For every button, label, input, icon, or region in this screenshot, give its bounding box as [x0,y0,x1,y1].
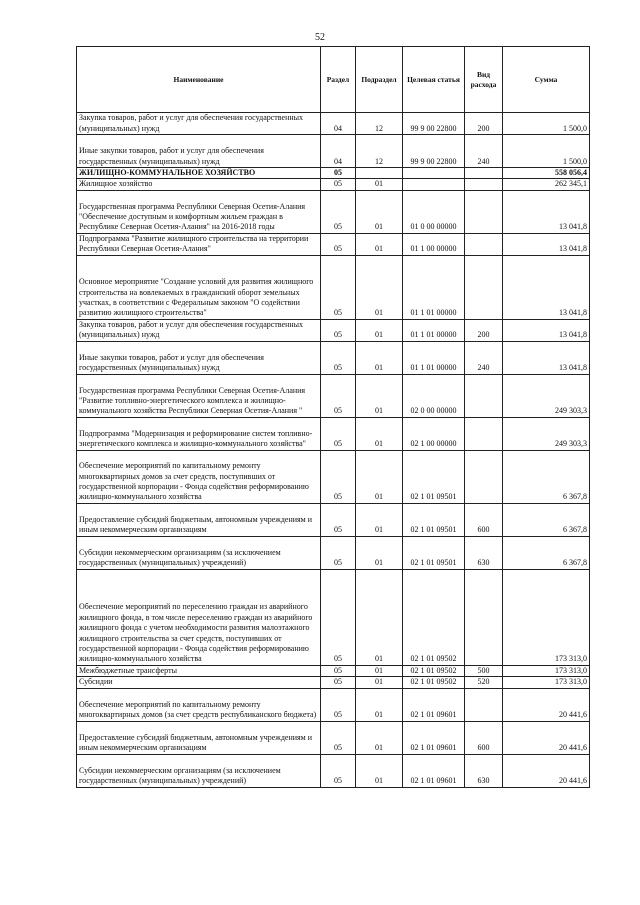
row-subsection: 01 [356,374,403,417]
row-expense-type [465,688,503,721]
row-section: 05 [321,179,356,190]
row-target: 02 1 01 09501 [403,503,465,536]
row-subsection: 01 [356,417,403,450]
header-amount: Сумма [503,47,590,113]
row-subsection: 01 [356,179,403,190]
row-subsection: 01 [356,536,403,569]
row-amount: 6 367,8 [503,450,590,503]
row-amount: 558 056,4 [503,168,590,179]
row-name: Основное мероприятие "Создание условий для развития жилищного строительства на вовлекаемых в гражданский оборот земельных участках, в соответствии с Федеральным законом "О содействии развитию жилищного строительства" [77,255,321,319]
table-row [77,233,590,255]
row-target: 01 0 00 00000 [403,190,465,233]
row-subsection: 01 [356,341,403,374]
row-target: 02 1 01 09601 [403,721,465,754]
row-expense-type [465,417,503,450]
row-expense-type [465,233,503,255]
row-subsection: 01 [356,233,403,255]
table-row [77,168,590,179]
row-section: 05 [321,665,356,676]
table-row [77,135,590,168]
row-section: 05 [321,319,356,341]
header-expense-type: Вид расхода [465,47,503,113]
row-name: Обеспечение мероприятий по капитальному ремонту многоквартирных домов за счет средств, поступивших от государственной корпорации - Фонда содействия реформированию жилищно-коммунального хозяйства [77,450,321,503]
row-amount: 6 367,8 [503,536,590,569]
row-amount: 13 041,8 [503,255,590,319]
row-expense-type [465,190,503,233]
table-row [77,179,590,190]
row-target: 02 1 01 09501 [403,450,465,503]
row-section: 05 [321,754,356,787]
header-subsection: Подраздел [356,47,403,113]
row-name: Подпрограмма "Развитие жилищного строительства на территории Республики Северная Осетия-Алания" [77,233,321,255]
row-expense-type: 630 [465,754,503,787]
row-target: 02 1 01 09502 [403,569,465,665]
row-amount: 13 041,8 [503,233,590,255]
row-subsection [356,168,403,179]
row-amount: 262 345,1 [503,179,590,190]
row-subsection: 12 [356,113,403,135]
row-name: Субсидии некоммерческим организациям (за исключением государственных (муниципальных) учреждений) [77,754,321,787]
row-section: 05 [321,569,356,665]
row-expense-type: 240 [465,341,503,374]
row-name: Иные закупки товаров, работ и услуг для обеспечения государственных (муниципальных) нужд [77,135,321,168]
row-section: 05 [321,677,356,688]
row-name: Иные закупки товаров, работ и услуг для обеспечения государственных (муниципальных) нужд [77,341,321,374]
budget-table [76,46,590,788]
header-target: Целевая статья [403,47,465,113]
row-subsection: 01 [356,665,403,676]
row-name: Государственная программа Республики Северная Осетия-Алания "Развитие топливно-энергетического комплекса и жилищно-коммунального хозяйства Республики Северная Осетия-Алания " [77,374,321,417]
row-expense-type: 600 [465,721,503,754]
row-subsection: 01 [356,688,403,721]
row-section: 05 [321,168,356,179]
table-row [77,341,590,374]
row-expense-type [465,179,503,190]
row-amount: 20 441,6 [503,754,590,787]
row-expense-type [465,374,503,417]
row-subsection: 01 [356,503,403,536]
row-subsection: 01 [356,190,403,233]
row-name: Обеспечение мероприятий по капитальному ремонту многоквартирных домов (за счет средств республиканского бюджета) [77,688,321,721]
row-amount: 249 303,3 [503,417,590,450]
row-target: 01 1 00 00000 [403,233,465,255]
table-row [77,113,590,135]
row-amount: 13 041,8 [503,190,590,233]
row-name: ЖИЛИЩНО-КОММУНАЛЬНОЕ ХОЗЯЙСТВО [77,168,321,179]
row-section: 05 [321,536,356,569]
row-subsection: 01 [356,721,403,754]
row-section: 05 [321,503,356,536]
row-expense-type: 500 [465,665,503,676]
row-name: Жилищное хозяйство [77,179,321,190]
table-row [77,190,590,233]
table-row [77,569,590,665]
header-name: Наименование [77,47,321,113]
table-row [77,319,590,341]
table-row [77,374,590,417]
row-name: Подпрограмма "Модернизация и реформирование систем топливно-энергетического комплекса и жилищно-коммунального хозяйства" [77,417,321,450]
row-amount: 13 041,8 [503,341,590,374]
table-row [77,255,590,319]
row-amount: 249 303,3 [503,374,590,417]
table-row [77,536,590,569]
row-expense-type [465,450,503,503]
row-target: 02 1 01 09601 [403,688,465,721]
row-target: 99 9 00 22800 [403,113,465,135]
table-header-row [77,47,590,113]
row-subsection: 01 [356,677,403,688]
row-section: 05 [321,255,356,319]
row-section: 04 [321,113,356,135]
table-row [77,450,590,503]
row-subsection: 01 [356,569,403,665]
row-expense-type: 630 [465,536,503,569]
row-section: 04 [321,135,356,168]
row-section: 05 [321,721,356,754]
row-amount: 1 500,0 [503,135,590,168]
row-section: 05 [321,374,356,417]
row-subsection: 01 [356,450,403,503]
header-section: Раздел [321,47,356,113]
row-section: 05 [321,341,356,374]
row-name: Предоставление субсидий бюджетным, автономным учреждениям и иным некоммерческим организациям [77,503,321,536]
row-amount: 1 500,0 [503,113,590,135]
row-target [403,168,465,179]
table-row [77,721,590,754]
table-row [77,417,590,450]
row-expense-type: 200 [465,113,503,135]
row-amount: 6 367,8 [503,503,590,536]
table-row [77,503,590,536]
row-section: 05 [321,190,356,233]
row-expense-type: 600 [465,503,503,536]
row-target: 01 1 01 00000 [403,319,465,341]
row-section: 05 [321,450,356,503]
row-section: 05 [321,688,356,721]
row-subsection: 01 [356,754,403,787]
row-target: 02 1 01 09502 [403,665,465,676]
row-expense-type: 520 [465,677,503,688]
row-section: 05 [321,233,356,255]
row-target: 02 1 01 09601 [403,754,465,787]
row-name: Предоставление субсидий бюджетным, автономным учреждениям и иным некоммерческим организациям [77,721,321,754]
table-body [77,113,590,788]
row-target [403,179,465,190]
row-subsection: 12 [356,135,403,168]
row-subsection: 01 [356,255,403,319]
row-expense-type [465,569,503,665]
row-name: Государственная программа Республики Северная Осетия-Алания "Обеспечение доступным и комфортным жильем граждан в Республике Северная Осетия-Алания" на 2016-2018 годы [77,190,321,233]
row-amount: 173 313,0 [503,677,590,688]
row-target: 01 1 01 00000 [403,341,465,374]
table-row [77,688,590,721]
row-name: Межбюджетные трансферты [77,665,321,676]
row-amount: 20 441,6 [503,688,590,721]
row-amount: 173 313,0 [503,665,590,676]
row-section: 05 [321,417,356,450]
row-target: 99 9 00 22800 [403,135,465,168]
row-expense-type [465,255,503,319]
row-expense-type: 200 [465,319,503,341]
row-target: 02 1 01 09502 [403,677,465,688]
row-amount: 13 041,8 [503,319,590,341]
row-target: 02 0 00 00000 [403,374,465,417]
table-row [77,754,590,787]
row-amount: 173 313,0 [503,569,590,665]
row-name: Закупка товаров, работ и услуг для обеспечения государственных (муниципальных) нужд [77,113,321,135]
row-expense-type [465,168,503,179]
row-target: 02 1 01 09501 [403,536,465,569]
row-amount: 20 441,6 [503,721,590,754]
row-name: Субсидии [77,677,321,688]
row-name: Закупка товаров, работ и услуг для обеспечения государственных (муниципальных) нужд [77,319,321,341]
row-expense-type: 240 [465,135,503,168]
row-target: 01 1 01 00000 [403,255,465,319]
row-target: 02 1 00 00000 [403,417,465,450]
table-row [77,665,590,676]
row-subsection: 01 [356,319,403,341]
page-number: 52 [315,32,325,43]
row-name: Обеспечение мероприятий по переселению граждан из аварийного жилищного фонда, в том числе переселению граждан из аварийного жилищного фонда с учетом необходимости развития малоэтажного жилищного строительства за счет средств, поступивших от государственной корпорации - Фонда содействия реформированию жилищно-коммунального хозяйства [77,569,321,665]
table-row [77,677,590,688]
row-name: Субсидии некоммерческим организациям (за исключением государственных (муниципальных) учреждений) [77,536,321,569]
